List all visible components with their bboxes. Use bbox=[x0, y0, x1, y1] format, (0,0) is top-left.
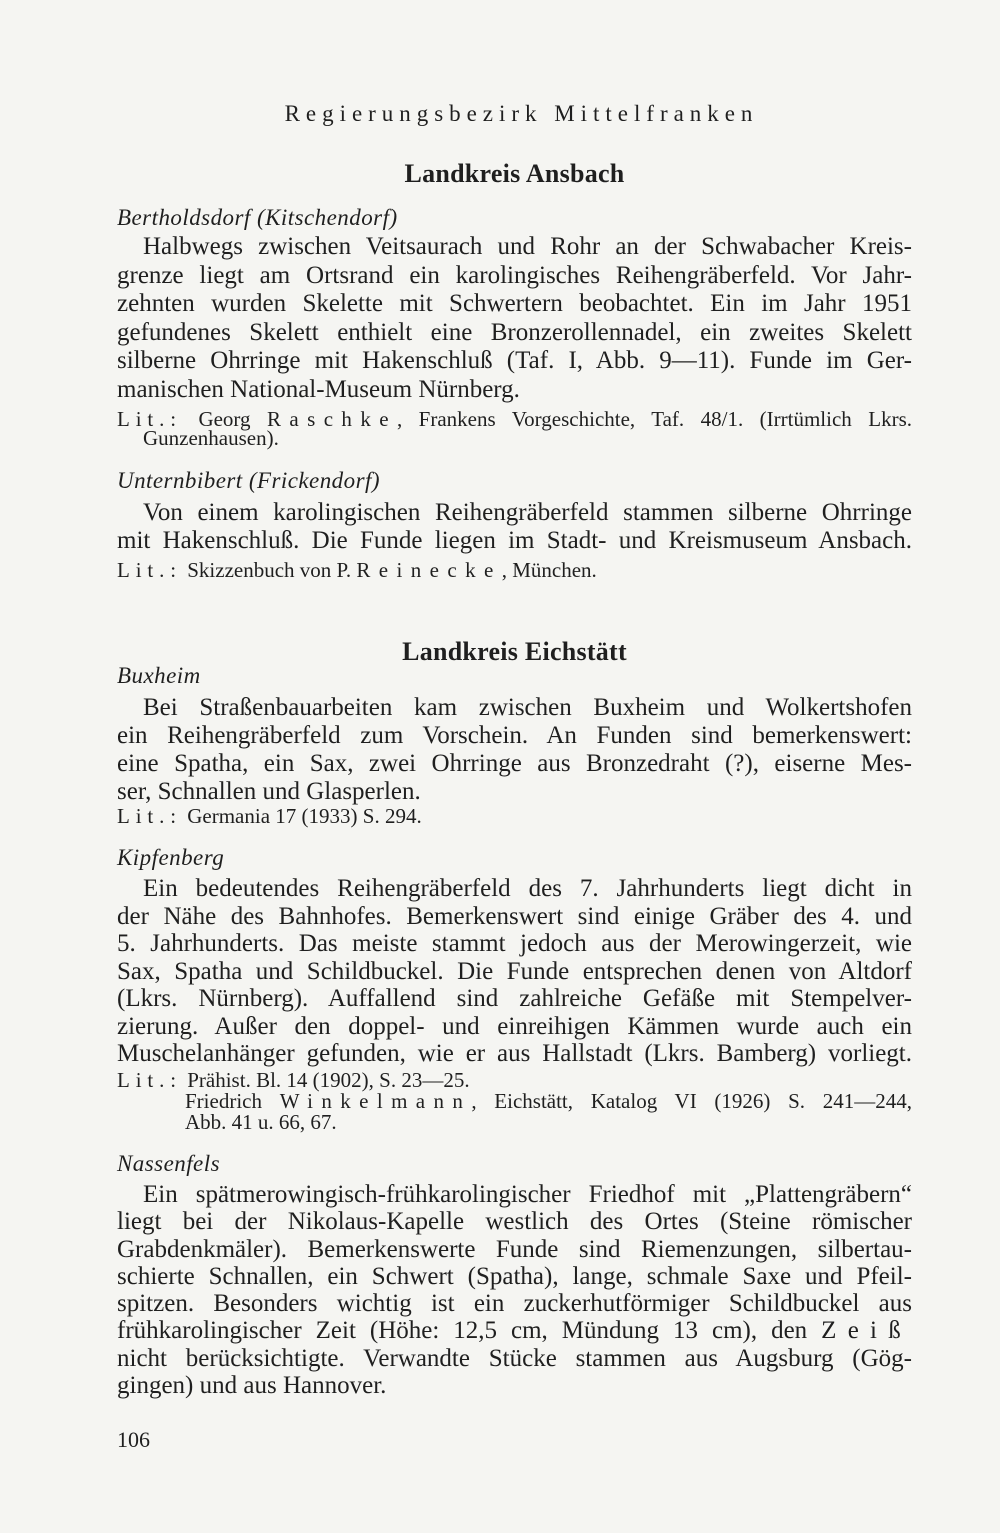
place-name: Buxheim bbox=[117, 663, 201, 688]
literature-text: , Frankens Vorgeschichte, Taf. 48/1. (Irrtümlich Lkrs. bbox=[396, 407, 912, 431]
entry-text bbox=[117, 1181, 912, 1399]
literature-reference bbox=[117, 407, 912, 450]
paragraph-line: liegt bei der Nikolaus-Kapelle westlich des Ortes (Steine römischer bbox=[117, 1208, 912, 1236]
paragraph-line: Ein spätmerowingisch-frühkarolingischer Friedhof mit „Plattengräbern“ bbox=[143, 1181, 912, 1208]
literature-reference bbox=[117, 1070, 912, 1133]
literature-text: Prähist. Bl. 14 (1902), S. 23—25. bbox=[181, 1068, 470, 1092]
page-number: 106 bbox=[117, 1427, 150, 1452]
running-header: Regierungsbezirk Mittelfranken bbox=[284, 101, 759, 126]
literature-line bbox=[117, 1091, 912, 1112]
literature-line bbox=[117, 806, 912, 826]
literature-text: Georg bbox=[181, 407, 267, 431]
paragraph-line: eine Spatha, ein Sax, zwei Ohrringe aus Bronzedraht (?), eiserne Mes- bbox=[117, 750, 912, 777]
paragraph-line: Von einem karolingischen Reihengräberfeld stammen silberne Ohrringe bbox=[143, 499, 912, 526]
entry-text bbox=[117, 499, 912, 555]
place-name: Nassenfels bbox=[117, 1151, 220, 1176]
district-heading: Landkreis Ansbach bbox=[404, 159, 625, 188]
paragraph-line: Sax, Spatha und Schildbuckel. Die Funde entsprechen denen von Altdorf bbox=[117, 957, 912, 985]
place-name: Bertholdsdorf (Kitschendorf) bbox=[117, 205, 398, 230]
paragraph-line bbox=[117, 1317, 912, 1344]
literature-text: , Eichstätt, Katalog VI (1926) S. 241—244, bbox=[471, 1089, 913, 1113]
author-name: Reinecke bbox=[356, 558, 502, 582]
author-name: Zeiß bbox=[821, 1317, 912, 1345]
literature-text: Gunzenhausen). bbox=[143, 426, 279, 450]
literature-text: Germania 17 (1933) S. 294. bbox=[181, 804, 422, 828]
paragraph-line: ein Reihengräberfeld zum Vorschein. An Funden sind bemerkenswert: bbox=[117, 722, 912, 749]
paragraph-line: Grabdenkmäler). Bemerkenswerte Funde sind Riemenzungen, silbertau- bbox=[117, 1235, 912, 1263]
author-name: Raschke bbox=[267, 407, 397, 431]
paragraph-line: (Lkrs. Nürnberg). Auffallend sind zahlreiche Gefäße mit Stempelver- bbox=[117, 985, 912, 1012]
literature-text: Friedrich bbox=[185, 1089, 280, 1113]
literature-line bbox=[117, 426, 912, 450]
literature-reference bbox=[117, 560, 912, 580]
paragraph-line: spitzen. Besonders wichtig ist ein zuckerhutförmiger Schildbuckel aus bbox=[117, 1290, 912, 1318]
paragraph-line: manischen National-Museum Nürnberg. bbox=[117, 375, 520, 403]
entry-text bbox=[117, 233, 912, 405]
paragraph-text: frühkarolingischer Zeit (Höhe: 12,5 cm, Mündung 13 cm), den bbox=[117, 1317, 822, 1345]
literature-text: Abb. 41 u. 66, 67. bbox=[185, 1110, 337, 1134]
paragraph-line: nicht berücksichtigte. Verwandte Stücke stammen aus Augsburg (Gög- bbox=[117, 1344, 912, 1372]
entry-text bbox=[117, 875, 912, 1068]
literature-text: Skizzenbuch von P. bbox=[181, 558, 357, 582]
author-name: Winkelmann bbox=[279, 1089, 472, 1113]
paragraph-line: grenze liegt am Ortsrand ein karolingisches Reihengräberfeld. Vor Jahr- bbox=[117, 261, 912, 289]
literature-label: Lit.: bbox=[117, 407, 182, 431]
paragraph-line: zierung. Außer den doppel- und einreihigen Kämmen wurde auch ein bbox=[117, 1012, 912, 1040]
literature-label: Lit.: bbox=[117, 804, 182, 828]
place-name: Kipfenberg bbox=[117, 845, 225, 870]
paragraph-line: Muschelanhänger gefunden, wie er aus Hallstadt (Lkrs. Bamberg) vorliegt. bbox=[117, 1040, 912, 1067]
paragraph-line: mit Hakenschluß. Die Funde liegen im Stadt- und Kreismuseum Ansbach. bbox=[117, 527, 912, 554]
paragraph-line: schierte Schnallen, ein Schwert (Spatha), lange, schmale Saxe und Pfeil- bbox=[117, 1262, 912, 1290]
paragraph-line: Ein bedeutendes Reihengräberfeld des 7. Jahrhunderts liegt dicht in bbox=[143, 875, 912, 902]
literature-label: Lit.: bbox=[117, 1068, 182, 1092]
paragraph-line: gingen) und aus Hannover. bbox=[117, 1372, 387, 1400]
paragraph-line: silberne Ohrringe mit Hakenschluß (Taf. I, Abb. 9—11). Funde im Ger- bbox=[117, 347, 912, 375]
literature-line bbox=[117, 560, 912, 580]
literature-line bbox=[117, 1112, 912, 1133]
place-name: Unternbibert (Frickendorf) bbox=[117, 468, 380, 493]
paragraph-line: Bei Straßenbauarbeiten kam zwischen Buxheim und Wolkertshofen bbox=[143, 694, 912, 721]
paragraph-line: Halbwegs zwischen Veitsaurach und Rohr an der Schwabacher Kreis- bbox=[143, 233, 912, 260]
district-heading: Landkreis Eichstätt bbox=[402, 637, 627, 666]
literature-reference bbox=[117, 806, 912, 826]
paragraph-line: 5. Jahrhunderts. Das meiste stammt jedoch aus der Merowingerzeit, wie bbox=[117, 930, 912, 957]
paragraph-line: zehnten wurden Skelette mit Schwertern beobachtet. Ein im Jahr 1951 bbox=[117, 290, 912, 318]
literature-line bbox=[117, 1070, 912, 1091]
paragraph-line: ser, Schnallen und Glasperlen. bbox=[117, 778, 421, 805]
literature-text: , München. bbox=[501, 558, 597, 582]
paragraph-line: gefundenes Skelett enthielt eine Bronzerollennadel, ein zweites Skelett bbox=[117, 318, 912, 346]
literature-label: Lit.: bbox=[117, 558, 182, 582]
entry-text bbox=[117, 694, 912, 806]
paragraph-line: der Nähe des Bahnhofes. Bemerkenswert sind einige Gräber des 4. und bbox=[117, 902, 912, 930]
